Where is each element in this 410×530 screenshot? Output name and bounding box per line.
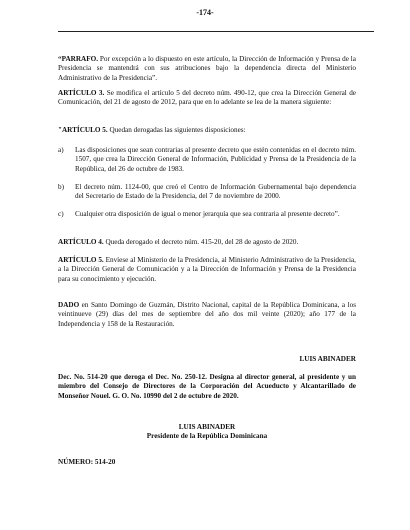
dado-label: DADO <box>58 301 80 309</box>
article-4-text: Queda derogado el decreto núm. 415-20, del 28 de agosto de 2020. <box>103 238 299 246</box>
list-item-text: El decreto núm. 1124-00, que creó el Centro de Información Gubernamental bajo dependencia del Secretario de Estado de la Presidencia, del 7 de noviembre de 2000. <box>75 183 356 201</box>
list-item-label: b) <box>58 183 64 191</box>
article-5-paragraph <box>58 256 356 284</box>
signature-title: Presidente de la República Dominicana <box>146 432 268 441</box>
parrafo-text: Por excepción a lo dispuesto en este artículo, la Dirección de Información y Prensa de la Presidencia se mantendrá con sus atribuciones bajo la dependencia directa del Ministerio Administrativo de la Presidencia”. <box>58 55 356 82</box>
article-4-label: ARTÍCULO 4. <box>58 238 104 246</box>
article-5-text: Envíese al Ministerio de la Presidencia, al Ministerio Administrativo de la Presidencia, a la Dirección General de Comunicación y a la Dirección de Información y Prensa de la Presidencia para su conocimiento y ejecución. <box>58 256 356 283</box>
signature-name: LUIS ABINADER <box>178 423 236 431</box>
dado-paragraph <box>58 301 356 329</box>
parrafo-paragraph <box>58 55 356 83</box>
signature-block <box>58 423 356 442</box>
article-5-quoted-text: Quedan derogadas las siguientes disposiciones: <box>107 126 246 134</box>
parrafo-label: “PARRAFO. <box>58 55 98 63</box>
article-3-paragraph <box>58 89 356 108</box>
article-5-quoted-label: "ARTÍCULO 5. <box>58 126 108 134</box>
article-5-quoted-paragraph <box>58 126 356 135</box>
list-item-text: Las disposiciones que sean contrarias al presente decreto que estén contenidas en el decreto núm. 1507, que crea la Dirección General de Información, Publicidad y Prensa de la Presidencia de la República, del 26 de octubre de 1983. <box>75 146 356 173</box>
article-5-label: ARTÍCULO 5. <box>58 256 104 264</box>
dado-text: en Santo Domingo de Guzmán, Distrito Nacional, capital de la República Dominicana, a los veintinueve (29) días del mes de septiembre del año dos mil veinte (2020); año 177 de la Independencia y 158 de la Restauración. <box>58 301 356 328</box>
list-item-label: a) <box>58 146 64 154</box>
decree-number: NÚMERO: 514-20 <box>58 458 116 466</box>
signer-name-right: LUIS ABINADER <box>299 355 356 363</box>
article-3-text: Se modifica el artículo 5 del decreto núm. 490-12, que crea la Dirección General de Comunicación, del 21 de agosto de 2012, para que en lo adelante se lea de la manera siguiente: <box>58 89 356 107</box>
article-4-paragraph <box>58 238 356 247</box>
article-3-label: ARTÍCULO 3. <box>58 89 105 97</box>
header-rule <box>58 31 374 32</box>
list-item-text: Cualquier otra disposición de igual o menor jerarquía que sea contraria al presente decreto”. <box>75 210 340 218</box>
list-item-label: c) <box>58 210 64 218</box>
decree-summary: Dec. No. 514-20 que deroga el Dec. No. 250-12. Designa al director general, al presidente y un miembro del Consejo de Directores de la Corporación del Acueducto y Alcantarillado de Monseñor Nouel. G. O. No. 10990 del 2 de octubre de 2020. <box>58 373 356 400</box>
page-number: -174- <box>196 8 214 17</box>
